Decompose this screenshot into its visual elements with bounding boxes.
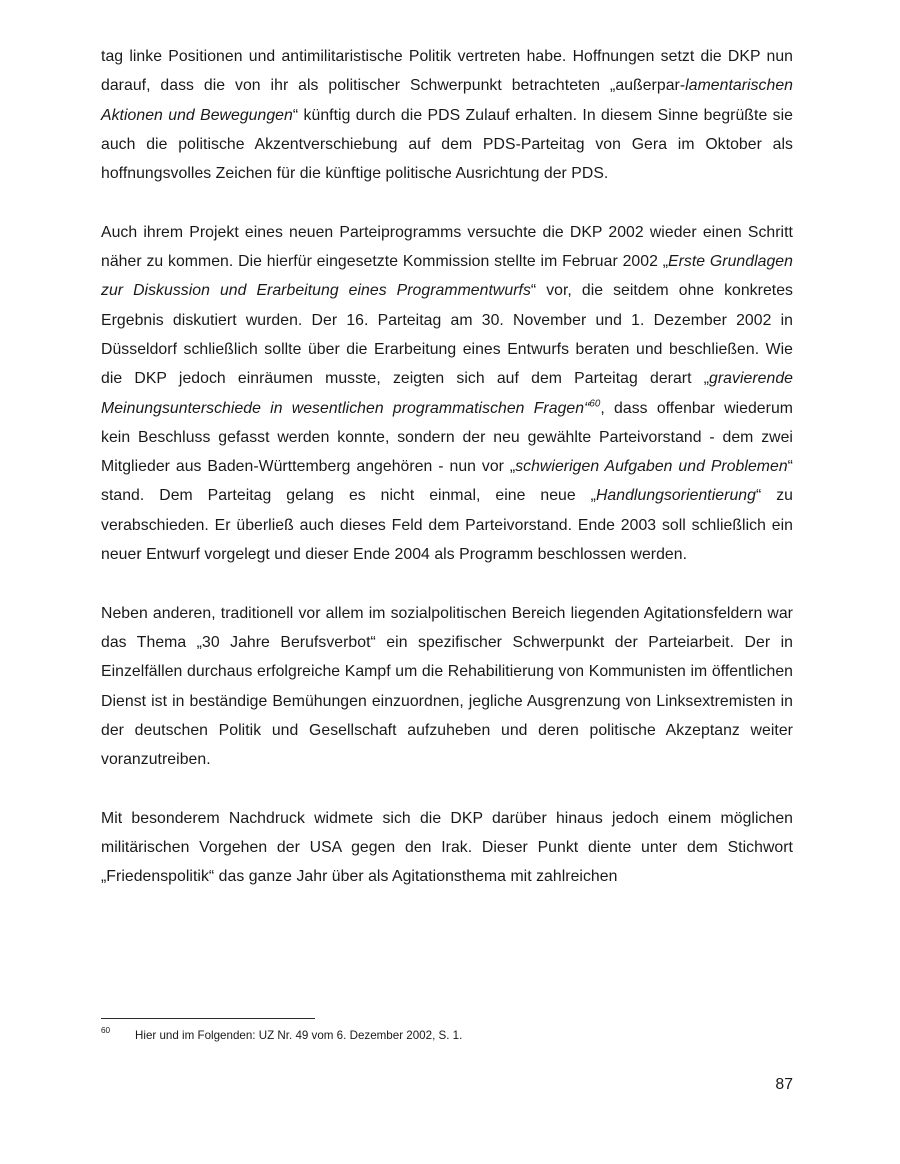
body-paragraph-1: tag linke Positionen und antimilitaristische Politik vertreten habe. Hoffnungen setzt die DKP nun darauf, dass die von ihr als politischer Schwerpunkt betrachteten „außerpar-lamentarischen Aktionen und Bewegungen“ künftig durch die PDS Zulauf erhalten. In diesem Sinne begrüßte sie auch die politische Akzentverschiebung auf dem PDS-Parteitag von Gera im Oktober als hoffnungsvolles Zeichen für die künftige politische Ausrichtung der PDS.: [101, 48, 793, 183]
footnote-marker: 60: [101, 1026, 111, 1035]
page-number: 87: [775, 1076, 793, 1093]
footnote-section: [101, 1018, 793, 1044]
body-paragraph-2: Auch ihrem Projekt eines neuen Parteiprogramms versuchte die DKP 2002 wieder einen Schritt näher zu kommen. Die hierfür eingesetzte Kommission stellte im Februar 2002 „Erste Grundlagen zur Diskussion und Erarbeitung eines Programmentwurfs“ vor, die seitdem ohne konkretes Ergebnis diskutiert wurden. Der 16. Parteitag am 30. November und 1. Dezember 2002 in Düsseldorf schließlich sollte über die Erarbeitung eines Entwurfs beraten und beschließen. Wie die DKP jedoch einräumen musste, zeigten sich auf dem Parteitag derart „gravierende Meinungsunterschiede in wesentlichen programmatischen Fragen“$^{60}$, dass offenbar wiederum kein Beschluss gefasst werden konnte, sondern der neu gewählte Parteivorstand - dem zwei Mitglieder aus Baden-Württemberg angehören - nun vor „schwierigen Aufgaben und Problemen“ stand. Dem Parteitag gelang es nicht einmal, eine neue „Handlungsorientierung“ zu verabschieden. Er überließ auch dieses Feld dem Parteivorstand. Ende 2003 soll schließlich ein neuer Entwurf vorgelegt und dieser Ende 2004 als Programm beschlossen werden.: [101, 223, 794, 564]
body-paragraph-4: Mit besonderem Nachdruck widmete sich die DKP darüber hinaus jedoch einem möglichen militärischen Vorgehen der USA gegen den Irak. Dieser Punkt diente unter dem Stichwort „Friedenspolitik“ das ganze Jahr über als Agitationsthema mit zahlreichen: [101, 809, 793, 886]
footnote-entry-60: [101, 1028, 793, 1044]
footnote-reference-60[interactable]: 60: [589, 398, 601, 410]
page-body-text: [101, 42, 793, 892]
body-paragraph-3: Neben anderen, traditionell vor allem im sozialpolitischen Bereich liegenden Agitationsfeldern war das Thema „30 Jahre Berufsverbot“ ein spezifischer Schwerpunkt der Parteiarbeit. Der in Einzelfällen durchaus erfolgreiche Kampf um die Rehabilitierung von Kommunisten im öffentlichen Dienst ist in beständige Bemühungen einzuordnen, jegliche Ausgrenzung von Linksextremisten in der deutschen Politik und Gesellschaft aufzuheben und deren politische Akzeptanz weiter voranzutreiben.: [101, 604, 793, 769]
footnote-text: Hier und im Folgenden: UZ Nr. 49 vom 6. Dezember 2002, S. 1.: [135, 1029, 463, 1042]
footnote-separator-rule: [101, 1018, 315, 1019]
